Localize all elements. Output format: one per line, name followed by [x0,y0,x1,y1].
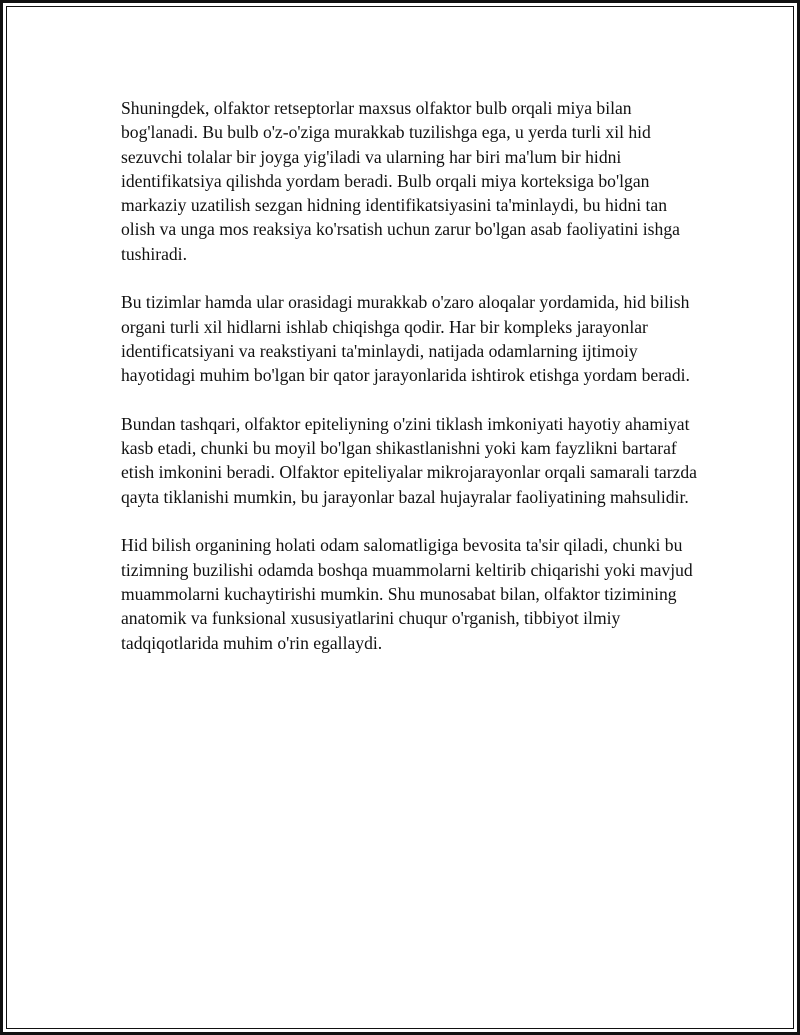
paragraph-1: Shuningdek, olfaktor retseptorlar maxsus olfaktor bulb orqali miya bilan bog'lanadi. Bu bulb o'z-o'ziga murakkab tuzilishga ega, u yerda turli xil hid sezuvchi tolalar bir joyga yig'iladi va ularning har biri ma'lum bir hidni identifikatsiya qilishda yordam beradi. Bulb orqali miya korteksiga bo'lgan markaziy uzatilish sezgan hidning identifikatsiyasini ta'minlaydi, bu hidni tan olish va unga mos reaksiya ko'rsatish uchun zarur bo'lgan asab faoliyatini ishga tushiradi. [121,98,680,264]
paragraph-4: Hid bilish organining holati odam salomatligiga bevosita ta'sir qiladi, chunki bu tizimning buzilishi odamda boshqa muammolarni keltirib chiqarishi yoki mavjud muammolarni kuchaytirishi mumkin. Shu munosabat bilan, olfaktor tizimining anatomik va funksional xususiyatlarini chuqur o'rganish, tibbiyot ilmiy tadqiqotlarida muhim o'rin egallaydi. [121,535,693,653]
paragraph-2: Bu tizimlar hamda ular orasidagi murakkab o'zaro aloqalar yordamida, hid bilish organi turli xil hidlarni ishlab chiqishga qodir. Har bir kompleks jarayonlar identificatsiyani va reakstiyani ta'minlaydi, natijada odamlarning ijtimoiy hayotidagi muhim bo'lgan bir qator jarayonlarida ishtirok etishga yordam beradi. [121,292,690,386]
paragraph-3: Bundan tashqari, olfaktor epiteliyning o'zini tiklash imkoniyati hayotiy ahamiyat kasb etadi, chunki bu moyil bo'lgan shikastlanishni yoki kam fayzlikni bartaraf etish imkonini beradi. Olfaktor epiteliyalar mikrojarayonlar orqali samarali tarzda qayta tiklanishi mumkin, bu jarayonlar bazal hujayralar faoliyatining mahsulidir. [121,413,697,507]
document-body [121,96,701,679]
